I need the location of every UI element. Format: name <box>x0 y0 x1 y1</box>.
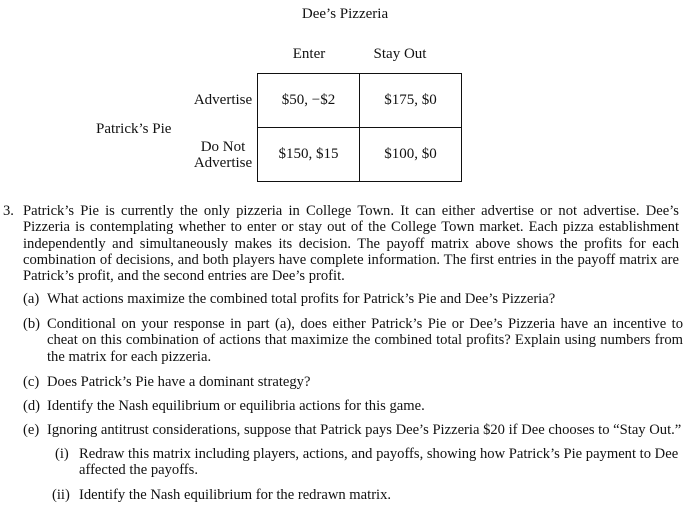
subpart-text: Redraw this matrix including players, actions, and payoffs, showing how Patrick’s Pie payment to Dee affected the payoffs. <box>79 446 679 479</box>
row-action-advertise <box>190 92 256 108</box>
part-label: (d) <box>23 398 41 414</box>
matrix-row <box>258 128 462 182</box>
part-label: (a) <box>23 291 40 307</box>
row-player-name: Patrick’s Pie <box>96 121 172 137</box>
row-action-label-line1: Do Not <box>200 139 246 155</box>
question-stem: Patrick’s Pie is currently the only pizzeria in College Town. It can either advertise or not advertise. Dee’s Pizzeria is contemplating whether to enter or stay out of the College Town market. Each pizza establishment independently and simultaneously makes its decision. The payoff matrix above shows the profits for each combination of decisions, and both players have complete information. The first entries in the payoff matrix are Patrick’s profit, and the second entries are Dee’s profit. <box>23 203 679 285</box>
column-action-stay-out: Stay Out <box>373 46 427 62</box>
column-action-enter: Enter <box>292 46 326 62</box>
payoff-matrix <box>257 73 462 182</box>
payoff-cell: $150, $15 <box>258 128 360 182</box>
row-action-label-line2: Advertise <box>193 155 253 171</box>
part-text: Ignoring antitrust considerations, suppose that Patrick pays Dee’s Pizzeria $20 if Dee chooses to “Stay Out.” <box>47 422 682 438</box>
row-action-do-not-advertise <box>190 139 256 171</box>
part-label: (c) <box>23 374 40 390</box>
question-number: 3. <box>3 203 14 219</box>
payoff-cell: $175, $0 <box>360 74 462 128</box>
column-player-name: Dee’s Pizzeria <box>301 6 389 22</box>
part-label: (e) <box>23 422 40 438</box>
part-text: Identify the Nash equilibrium or equilibria actions for this game. <box>47 398 425 414</box>
subpart-label: (i) <box>55 446 69 462</box>
payoff-cell: $50, −$2 <box>258 74 360 128</box>
part-text: Conditional on your response in part (a), does either Patrick’s Pie or Dee’s Pizzeria have an incentive to cheat on this combination of actions that maximize the combined total profits? Explain using numbers from the matrix for each pizzeria. <box>47 316 683 365</box>
part-text: Does Patrick’s Pie have a dominant strategy? <box>47 374 311 390</box>
matrix-row <box>258 74 462 128</box>
part-label: (b) <box>23 316 41 332</box>
subpart-label: (ii) <box>52 487 70 503</box>
part-text: What actions maximize the combined total profits for Patrick’s Pie and Dee’s Pizzeria? <box>47 291 556 307</box>
payoff-cell: $100, $0 <box>360 128 462 182</box>
row-action-label: Advertise <box>193 92 253 108</box>
subpart-text: Identify the Nash equilibrium for the redrawn matrix. <box>79 487 392 503</box>
